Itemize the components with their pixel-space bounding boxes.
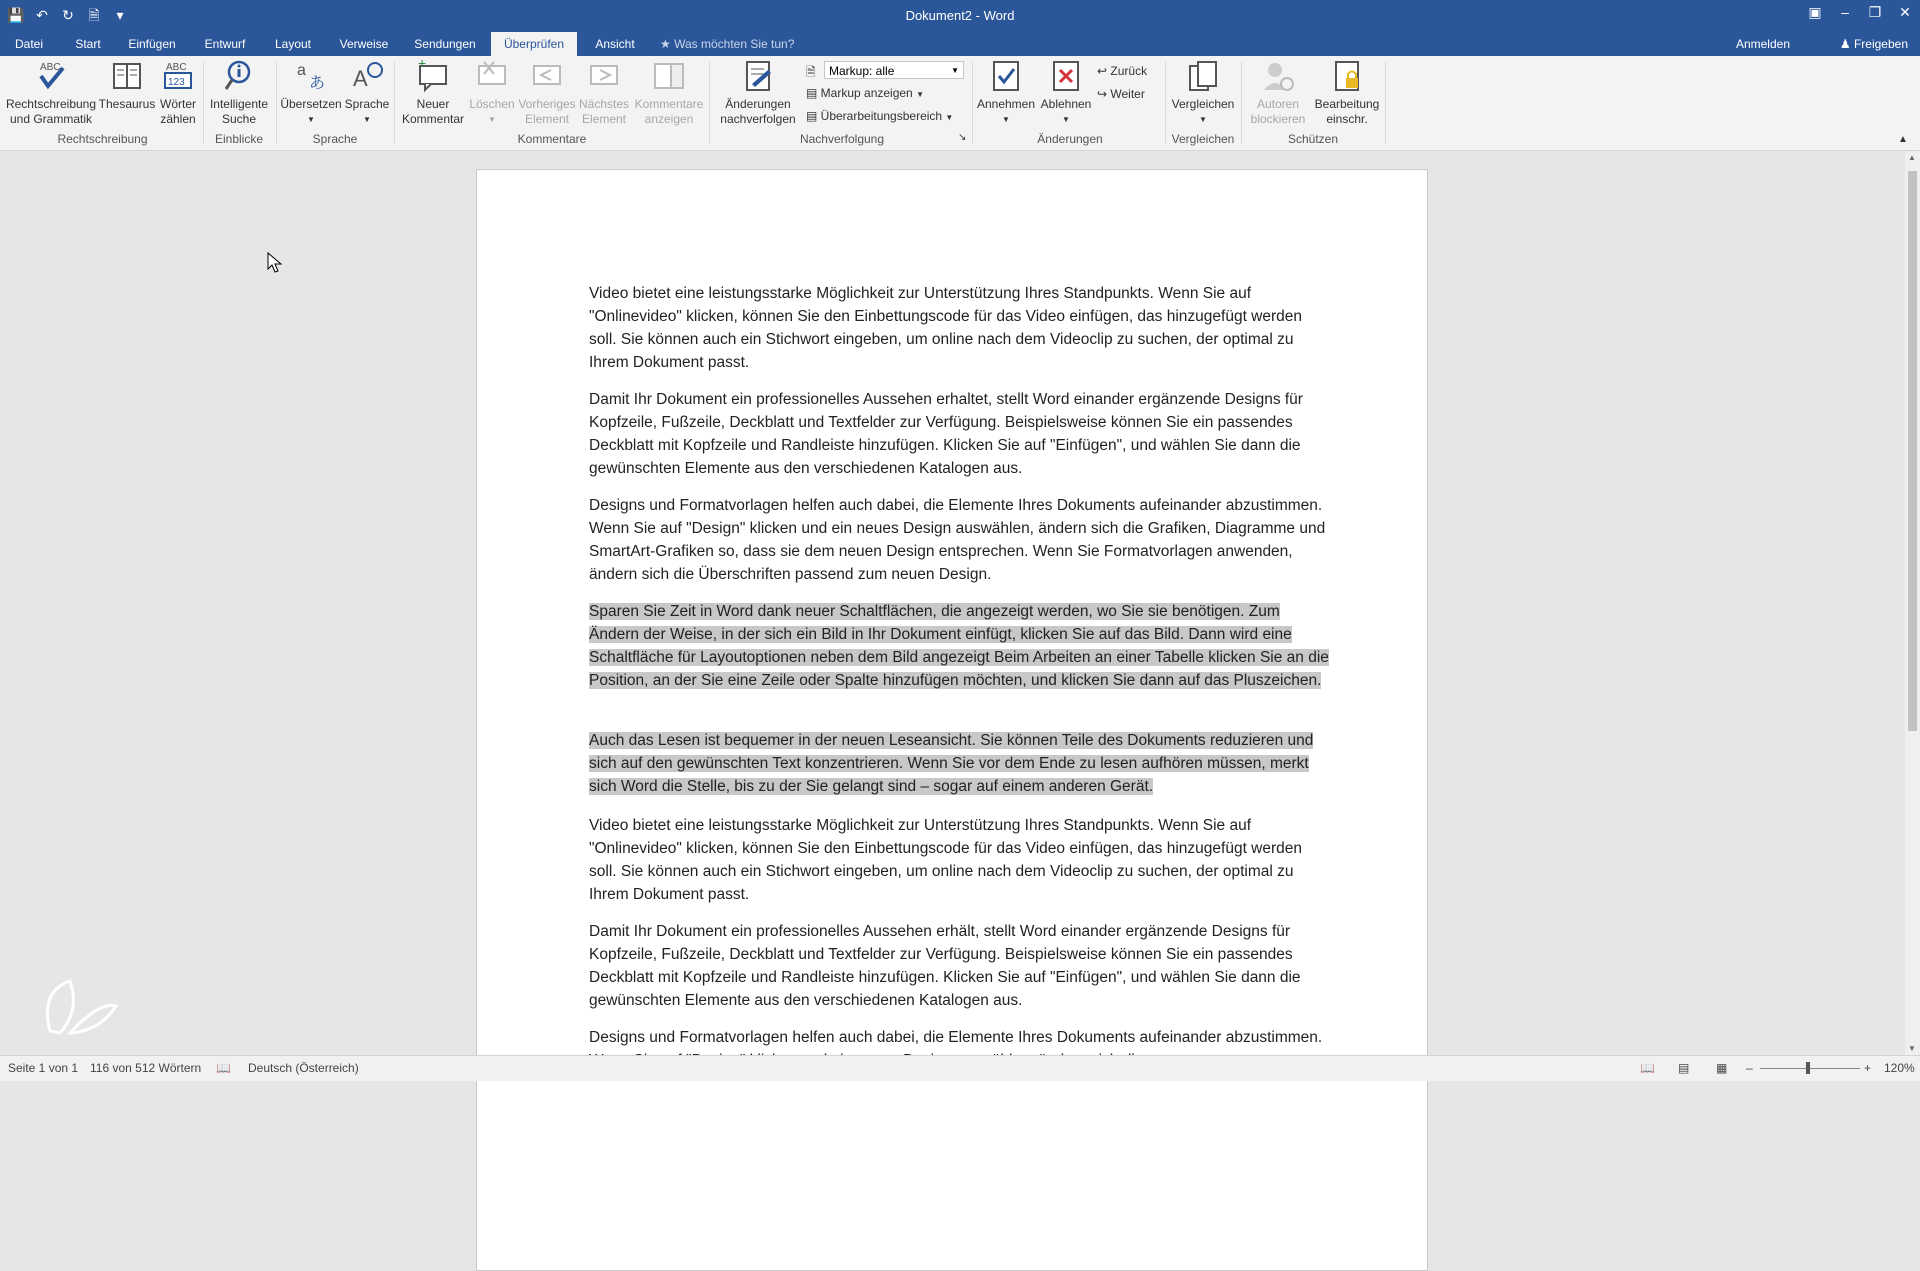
show-markup-button[interactable] bbox=[806, 83, 924, 103]
spelling-label: Rechtschreibung und Grammatik bbox=[5, 97, 97, 126]
paragraph[interactable]: Designs und Formatvorlagen helfen auch dabei, die Elemente Ihres Dokuments aufeinander abzustimmen. Wenn Sie auf "Design" klicken und ein neues Design auswählen, ändern sich die Grafiken, Diagramme und SmartArt-Grafiken so, dass sie dem neuen Design entsprechen. Wenn Sie Formatvorlagen anwenden, ändern sich die Überschriften passend zum neuen Design. bbox=[589, 497, 1326, 583]
group-separator bbox=[972, 62, 973, 144]
svg-text:あ: あ bbox=[309, 75, 326, 92]
share-button[interactable] bbox=[1840, 32, 1908, 56]
accept-label: Annehmen bbox=[976, 97, 1036, 111]
accept-button[interactable] bbox=[975, 58, 1037, 127]
previous-comment-label: Vorheriges Element bbox=[518, 97, 576, 126]
group-label-kommentare: Kommentare bbox=[517, 132, 587, 146]
previous-change-label: Zurück bbox=[1110, 64, 1148, 78]
group-separator bbox=[1385, 62, 1386, 144]
smart-lookup-button[interactable] bbox=[206, 58, 272, 127]
previous-comment-icon bbox=[529, 58, 565, 94]
tell-me-box[interactable] bbox=[660, 32, 794, 56]
chevron-down-icon: ▼ bbox=[916, 90, 924, 99]
lightbulb-icon: ★ bbox=[660, 37, 675, 51]
vertical-scrollbar[interactable] bbox=[1905, 151, 1920, 1055]
delete-comment-icon bbox=[474, 58, 510, 94]
tab-ueberpruefen[interactable]: Überprüfen bbox=[491, 32, 577, 56]
previous-change-button[interactable] bbox=[1097, 61, 1147, 81]
restore-icon[interactable]: ❐ bbox=[1868, 4, 1882, 20]
reject-label: Ablehnen bbox=[1040, 97, 1092, 111]
group-separator bbox=[1165, 62, 1166, 144]
scroll-down-icon[interactable]: ▼ bbox=[1908, 1044, 1916, 1053]
scrollbar-thumb[interactable] bbox=[1908, 171, 1917, 731]
tab-layout[interactable]: Layout bbox=[274, 37, 312, 51]
reject-icon bbox=[1048, 58, 1084, 94]
show-markup-icon: ▤ bbox=[806, 86, 821, 100]
group-separator bbox=[1241, 62, 1242, 144]
show-comments-icon bbox=[651, 58, 687, 94]
paragraph[interactable]: Video bietet eine leistungsstarke Möglichkeit zur Unterstützung Ihres Standpunkts. Wenn Sie auf "Onlinevideo" klicken, können Sie den Einbettungscode für das Video einfügen, das hinzugefügt werden soll. Sie können auch ein Stichwort eingeben, um online nach dem Videoclip zu suchen, der optimal zu Ihrem Dokument passt. bbox=[589, 817, 1303, 903]
redo-icon[interactable]: ↻ bbox=[62, 7, 74, 23]
restrict-editing-label: Bearbeitung einschr. bbox=[1314, 97, 1380, 126]
word-count-icon bbox=[160, 58, 196, 94]
show-markup-label: Markup anzeigen bbox=[820, 86, 913, 100]
dialog-launcher-icon[interactable]: ↘ bbox=[958, 132, 967, 143]
group-label-nachverfolgung: Nachverfolgung bbox=[799, 132, 885, 146]
track-changes-label: Änderungen nachverfolgen bbox=[720, 97, 796, 126]
chevron-down-icon: ▼ bbox=[363, 115, 371, 124]
compare-button[interactable] bbox=[1168, 58, 1238, 127]
reviewing-pane-label: Überarbeitungsbereich bbox=[820, 109, 943, 123]
scroll-up-icon[interactable]: ▲ bbox=[1908, 153, 1916, 162]
print-layout-icon[interactable]: ▤ bbox=[1678, 1061, 1690, 1075]
document-page[interactable] bbox=[476, 169, 1428, 1271]
book-icon bbox=[109, 58, 145, 94]
group-label-schuetzen: Schützen bbox=[1287, 132, 1339, 146]
group-label-sprache: Sprache bbox=[312, 132, 358, 146]
next-change-icon: ↪ bbox=[1097, 87, 1111, 101]
ribbon-tabs bbox=[0, 32, 1920, 56]
group-separator bbox=[709, 62, 710, 144]
tab-start[interactable]: Start bbox=[75, 37, 101, 51]
language-status[interactable]: Deutsch (Österreich) bbox=[248, 1061, 359, 1075]
next-change-button[interactable] bbox=[1097, 84, 1145, 104]
web-layout-icon[interactable]: ▦ bbox=[1716, 1061, 1728, 1075]
chevron-down-icon: ▼ bbox=[307, 115, 315, 124]
spelling-grammar-button[interactable] bbox=[5, 58, 97, 127]
share-label: Freigeben bbox=[1853, 37, 1908, 51]
thesaurus-label: Thesaurus bbox=[98, 97, 156, 111]
tab-entwurf[interactable]: Entwurf bbox=[204, 37, 246, 51]
new-comment-label: Neuer Kommentar bbox=[401, 97, 465, 126]
watermark-logo-icon bbox=[40, 971, 120, 1041]
group-label-aenderungen: Änderungen bbox=[1037, 132, 1103, 146]
svg-text:A: A bbox=[353, 66, 368, 91]
paragraph[interactable]: Video bietet eine leistungsstarke Möglichkeit zur Unterstützung Ihres Standpunkts. Wenn Sie auf "Onlinevideo" klicken, können Sie den Einbettungscode für das Video einfügen, das hinzugefügt werden soll. Sie können auch ein Stichwort eingeben, um online nach dem Videoclip zu suchen, der optimal zu Ihrem Dokument passt. bbox=[589, 285, 1303, 371]
chevron-down-icon: ▼ bbox=[1199, 115, 1207, 124]
chevron-down-icon: ▼ bbox=[1062, 115, 1070, 124]
show-comments-label: Kommentare anzeigen bbox=[634, 97, 704, 126]
word-count-button[interactable] bbox=[156, 58, 200, 127]
chevron-down-icon: ▼ bbox=[945, 113, 954, 122]
tab-datei[interactable]: Datei bbox=[14, 37, 43, 51]
word-count-label: Wörter zählen bbox=[160, 97, 196, 126]
page-count[interactable]: Seite 1 von 1 bbox=[8, 1061, 79, 1075]
restrict-editing-button[interactable] bbox=[1312, 58, 1382, 127]
group-separator bbox=[394, 62, 395, 144]
smart-lookup-label: Intelligente Suche bbox=[209, 97, 269, 126]
ribbon-display-icon[interactable]: ▣ bbox=[1808, 4, 1822, 20]
chevron-down-icon: ▼ bbox=[1002, 115, 1010, 124]
markup-dropdown[interactable] bbox=[824, 61, 964, 79]
reject-button[interactable] bbox=[1037, 58, 1095, 127]
chevron-down-icon: ▼ bbox=[951, 66, 959, 75]
spellcheck-icon bbox=[33, 58, 69, 94]
proofing-icon[interactable]: 📖 bbox=[216, 1061, 231, 1075]
translate-icon bbox=[293, 58, 329, 94]
new-document-icon[interactable]: 🗎 bbox=[88, 7, 100, 23]
thesaurus-button[interactable] bbox=[98, 58, 156, 112]
delete-comment-button[interactable] bbox=[466, 58, 518, 127]
lock-icon bbox=[1329, 58, 1365, 94]
language-icon bbox=[349, 58, 385, 94]
tab-einfuegen[interactable]: Einfügen bbox=[128, 37, 176, 51]
show-comments-button[interactable] bbox=[632, 58, 706, 127]
block-authors-button[interactable] bbox=[1244, 58, 1312, 127]
group-label-rechtschreibung: Rechtschreibung bbox=[57, 132, 148, 146]
reviewing-pane-icon: ▤ bbox=[806, 109, 821, 123]
group-separator bbox=[276, 62, 277, 144]
zoom-in-icon[interactable]: + bbox=[1864, 1061, 1872, 1075]
svg-text:+: + bbox=[418, 55, 427, 71]
previous-change-icon: ↩ bbox=[1097, 64, 1111, 78]
zoom-slider-thumb[interactable] bbox=[1806, 1062, 1810, 1074]
paragraph[interactable]: Designs und Formatvorlagen helfen auch dabei, die Elemente Ihres Dokuments aufeinander abzustimmen. bbox=[589, 1029, 1323, 1046]
block-authors-icon bbox=[1260, 58, 1296, 94]
group-label-vergleichen: Vergleichen bbox=[1171, 132, 1235, 146]
collapse-ribbon-icon[interactable]: ▲ bbox=[1898, 134, 1908, 145]
signin-link[interactable]: Anmelden bbox=[1735, 37, 1790, 51]
markup-icon: 🗎 bbox=[806, 65, 816, 79]
selected-text: Sparen Sie Zeit in Word dank neuer Schaltflächen, die angezeigt werden, wo Sie sie benötigen. Zum Ändern der Weise, in der sich ein Bild in Ihr Dokument einfügt, klicken Sie auf das Bild. Dann wird eine Schaltfläche für Layoutoptionen neben dem Bild angezeigt Beim Arbeiten an einer Tabelle klicken Sie an die Position, an der Sie eine Zeile oder Spalte hinzufügen möchten, und klicken Sie dann auf das Pluszeichen. bbox=[589, 603, 1329, 689]
paragraph-selected[interactable] bbox=[589, 729, 1329, 798]
next-comment-button[interactable] bbox=[576, 58, 632, 127]
customize-qat-icon[interactable]: ▾ bbox=[116, 7, 124, 23]
selected-text: Auch das Lesen ist bequemer in der neuen Leseansicht. Sie können Teile des Dokuments reduzieren und sich auf den gewünschten Text konzentrieren. Wenn Sie vor dem Ende zu lesen aufhören müssen, merkt sich Word die Stelle, bis zu der Sie gelangt sind – sogar auf einem anderen Gerät. bbox=[589, 732, 1314, 795]
paragraph[interactable]: Damit Ihr Dokument ein professionelles Aussehen erhält, stellt Word einander ergänzende Designs für Kopfzeile, Fußzeile, Deckblatt und Textfelder zur Verfügung. Beispielsweise können Sie ein passendes Deckblatt mit Kopfzeile und Randleiste hinzufügen. Klicken Sie auf "Einfügen", und wählen Sie dann die gewünschten Elemente aus den verschiedenen Katalogen aus. bbox=[589, 923, 1301, 1009]
accept-icon bbox=[988, 58, 1024, 94]
status-bar bbox=[0, 1055, 1920, 1081]
zoom-level[interactable]: 120% bbox=[1884, 1061, 1915, 1075]
compare-label: Vergleichen bbox=[1171, 97, 1235, 111]
svg-text:a: a bbox=[297, 62, 306, 79]
minimize-icon[interactable]: – bbox=[1841, 4, 1849, 20]
document-area bbox=[0, 151, 1905, 1055]
translate-label: Übersetzen bbox=[280, 97, 342, 111]
tell-me-label: Was möchten Sie tun? bbox=[674, 37, 795, 51]
compare-icon bbox=[1185, 58, 1221, 94]
track-changes-icon bbox=[740, 58, 776, 94]
language-button[interactable] bbox=[344, 58, 390, 127]
new-comment-button[interactable] bbox=[398, 55, 468, 127]
zoom-out-icon[interactable]: – bbox=[1746, 1061, 1753, 1075]
delete-comment-label: Löschen bbox=[469, 97, 515, 111]
track-changes-button[interactable] bbox=[712, 58, 804, 127]
group-label-einblicke: Einblicke bbox=[214, 132, 264, 146]
svg-text:ABC: ABC bbox=[166, 62, 187, 73]
person-icon: ♟ bbox=[1839, 37, 1854, 51]
new-comment-icon bbox=[415, 55, 451, 94]
read-mode-icon[interactable]: 📖 bbox=[1640, 1061, 1655, 1075]
tab-verweise[interactable]: Verweise bbox=[339, 37, 389, 51]
smart-lookup-icon bbox=[221, 58, 257, 94]
zoom-slider[interactable] bbox=[1760, 1068, 1860, 1069]
save-icon[interactable]: 💾 bbox=[7, 7, 25, 23]
window-title: Dokument2 - Word bbox=[905, 8, 1015, 23]
translate-button[interactable] bbox=[280, 58, 342, 127]
chevron-down-icon: ▼ bbox=[488, 115, 496, 124]
language-label: Sprache bbox=[344, 97, 390, 111]
title-bar bbox=[0, 0, 1920, 32]
reviewing-pane-button[interactable] bbox=[806, 106, 953, 126]
block-authors-label: Autoren blockieren bbox=[1250, 97, 1306, 126]
paragraph-selected[interactable] bbox=[589, 600, 1329, 692]
word-count[interactable]: 116 von 512 Wörtern bbox=[90, 1061, 202, 1075]
tab-sendungen[interactable]: Sendungen bbox=[414, 37, 476, 51]
svg-text:123: 123 bbox=[168, 77, 185, 88]
undo-icon[interactable]: ↶ bbox=[36, 7, 48, 23]
mouse-pointer-icon bbox=[266, 251, 286, 275]
previous-comment-button[interactable] bbox=[518, 58, 576, 127]
markup-value: Markup: alle bbox=[829, 64, 895, 78]
close-icon[interactable]: ✕ bbox=[1899, 4, 1911, 20]
paragraph[interactable]: Damit Ihr Dokument ein professionelles Aussehen erhaltet, stellt Word einander ergänzende Designs für Kopfzeile, Fußzeile, Deckblatt und Textfelder zur Verfügung. Beispielsweise können Sie ein passendes Deckblatt mit Kopfzeile und Randleiste hinzufügen. Klicken Sie auf "Einfügen", und wählen Sie dann die gewünschten Elemente aus den verschiedenen Katalogen aus. bbox=[589, 391, 1303, 477]
tab-ansicht[interactable]: Ansicht bbox=[595, 37, 635, 51]
next-comment-label: Nächstes Element bbox=[578, 97, 630, 126]
next-change-label: Weiter bbox=[1110, 87, 1145, 101]
ribbon bbox=[0, 56, 1920, 151]
group-separator bbox=[203, 62, 204, 144]
svg-text:ABC: ABC bbox=[40, 62, 61, 73]
next-comment-icon bbox=[586, 58, 622, 94]
